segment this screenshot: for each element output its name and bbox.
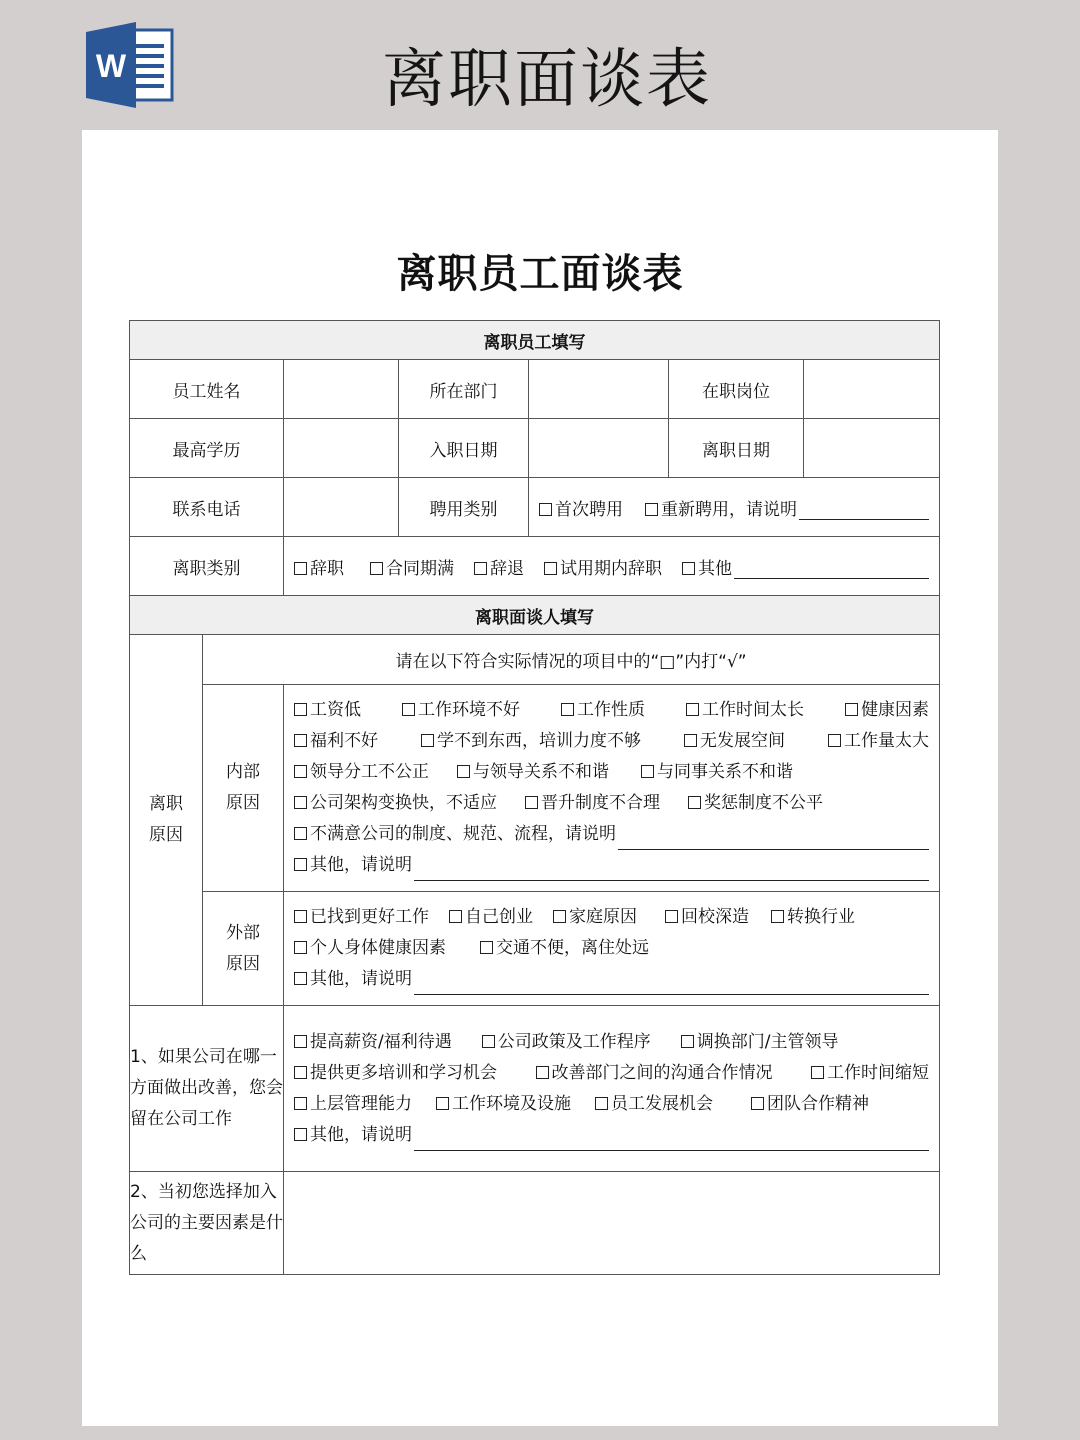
join-date-label: 入职日期: [399, 419, 529, 478]
checkbox[interactable]: [294, 1066, 307, 1079]
question-1-options: [284, 1006, 940, 1172]
checkbox[interactable]: [294, 1128, 307, 1141]
checkbox[interactable]: [294, 910, 307, 923]
leave-date-field[interactable]: [804, 419, 940, 478]
banner: [0, 0, 1080, 130]
checkbox[interactable]: [641, 765, 654, 778]
resignation-form-table: [129, 320, 940, 1275]
option[interactable]: 工作量太大: [828, 726, 929, 757]
checkbox[interactable]: [294, 941, 307, 954]
hire-explain-line[interactable]: [799, 505, 929, 520]
option[interactable]: 工作性质: [561, 695, 645, 726]
checkbox[interactable]: [294, 734, 307, 747]
checkbox[interactable]: [544, 562, 557, 575]
option[interactable]: 奖惩制度不公平: [688, 788, 823, 819]
question-2-answer[interactable]: [284, 1172, 940, 1275]
explain-line: [294, 964, 929, 995]
option[interactable]: 公司架构变换快，不适应: [294, 788, 497, 819]
checkbox[interactable]: [294, 703, 307, 716]
option[interactable]: 福利不好: [294, 726, 378, 757]
leave-option[interactable]: 辞职: [294, 554, 344, 579]
option[interactable]: 不满意公司的制度、规范、流程，请说明: [294, 819, 616, 850]
join-date-field[interactable]: [529, 419, 669, 478]
option[interactable]: 员工发展机会: [595, 1089, 713, 1120]
checkbox[interactable]: [645, 503, 658, 516]
option[interactable]: 与领导关系不和谐: [457, 757, 609, 788]
options-line: [294, 933, 929, 964]
option[interactable]: 与同事关系不和谐: [641, 757, 793, 788]
option[interactable]: 自己创业: [449, 902, 533, 933]
checkbox[interactable]: [294, 858, 307, 871]
external-reason-label: 外部 原因: [203, 892, 284, 1006]
options-line: [294, 726, 929, 757]
option[interactable]: 家庭原因: [553, 902, 637, 933]
position-label: 在职岗位: [669, 360, 804, 419]
option[interactable]: 调换部门/主管领导: [681, 1027, 839, 1058]
checkbox[interactable]: [771, 910, 784, 923]
question-1-label: 1、如果公司在哪一方面做出改善，您会留在公司工作: [130, 1006, 284, 1172]
option[interactable]: 公司政策及工作程序: [482, 1027, 651, 1058]
phone-field[interactable]: [284, 478, 399, 537]
leave-date-label: 离职日期: [669, 419, 804, 478]
option[interactable]: 领导分工不公正: [294, 757, 429, 788]
explain-underline[interactable]: [414, 866, 929, 881]
phone-label: 联系电话: [130, 478, 284, 537]
education-field[interactable]: [284, 419, 399, 478]
education-label: 最高学历: [130, 419, 284, 478]
checkbox[interactable]: [751, 1097, 764, 1110]
explain-underline[interactable]: [618, 835, 929, 850]
checkbox[interactable]: [682, 562, 695, 575]
option[interactable]: 晋升制度不合理: [525, 788, 660, 819]
checkbox[interactable]: [449, 910, 462, 923]
option[interactable]: 交通不便，离住处远: [480, 933, 649, 964]
svg-text:W: W: [95, 48, 127, 84]
checkbox[interactable]: [828, 734, 841, 747]
option[interactable]: 上层管理能力: [294, 1089, 412, 1120]
checkbox[interactable]: [686, 703, 699, 716]
hire-type-label: 聘用类别: [399, 478, 529, 537]
checkbox[interactable]: [688, 796, 701, 809]
options-line: [294, 788, 929, 819]
options-line: [294, 1058, 929, 1089]
explain-line: [294, 850, 929, 881]
checkbox[interactable]: [665, 910, 678, 923]
hire-type-options: [529, 478, 940, 537]
option[interactable]: 无发展空间: [684, 726, 785, 757]
checkbox[interactable]: [294, 827, 307, 840]
checkbox[interactable]: [370, 562, 383, 575]
option[interactable]: 工作环境不好: [402, 695, 520, 726]
option[interactable]: 其他，请说明: [294, 964, 412, 995]
option[interactable]: 个人身体健康因素: [294, 933, 446, 964]
position-field[interactable]: [804, 360, 940, 419]
leave-option[interactable]: 合同期满: [370, 554, 454, 579]
checkbox[interactable]: [294, 765, 307, 778]
reason-label: 离职 原因: [130, 635, 203, 1006]
options-line: [294, 695, 929, 726]
option[interactable]: 改善部门之间的沟通合作情况: [536, 1058, 773, 1089]
checkbox[interactable]: [536, 1066, 549, 1079]
document-page: [82, 130, 998, 1426]
option[interactable]: 团队合作精神: [751, 1089, 869, 1120]
checkbox[interactable]: [525, 796, 538, 809]
checkbox[interactable]: [811, 1066, 824, 1079]
option[interactable]: 工资低: [294, 695, 361, 726]
checkbox[interactable]: [595, 1097, 608, 1110]
option[interactable]: 提高薪资/福利待遇: [294, 1027, 452, 1058]
instruction-text: 请在以下符合实际情况的项目中的“□”内打“√”: [203, 635, 940, 685]
leave-type-options: [284, 537, 940, 596]
leave-option[interactable]: 辞退: [474, 554, 524, 579]
checkbox[interactable]: [684, 734, 697, 747]
option[interactable]: 回校深造: [665, 902, 749, 933]
leave-option[interactable]: 试用期内辞职: [544, 554, 662, 579]
checkbox[interactable]: [421, 734, 434, 747]
option[interactable]: 提供更多培训和学习机会: [294, 1058, 497, 1089]
checkbox[interactable]: [294, 562, 307, 575]
checkbox[interactable]: [539, 503, 552, 516]
explain-line: [294, 819, 929, 850]
option[interactable]: 健康因素: [845, 695, 929, 726]
options-line: [294, 1089, 929, 1120]
explain-underline[interactable]: [414, 980, 929, 995]
checkbox[interactable]: [480, 941, 493, 954]
checkbox[interactable]: [457, 765, 470, 778]
options-line: [294, 757, 929, 788]
option[interactable]: 转换行业: [771, 902, 855, 933]
question-2-label: 2、当初您选择加入公司的主要因素是什么: [130, 1172, 284, 1275]
option[interactable]: 其他，请说明: [294, 1120, 412, 1151]
hire-option-first[interactable]: 首次聘用: [539, 495, 623, 520]
section-interviewer-header: 离职面谈人填写: [130, 596, 940, 635]
internal-reason-options: [284, 685, 940, 892]
document-title: 离职员工面谈表: [396, 251, 684, 297]
checkbox[interactable]: [294, 1097, 307, 1110]
checkbox[interactable]: [681, 1035, 694, 1048]
banner-title: 离职面谈表: [382, 43, 712, 117]
section-employee-header: 离职员工填写: [130, 321, 940, 360]
checkbox[interactable]: [482, 1035, 495, 1048]
checkbox[interactable]: [294, 1035, 307, 1048]
external-reason-options: [284, 892, 940, 1006]
leave-option[interactable]: 其他: [682, 554, 732, 579]
internal-reason-label: 内部 原因: [203, 685, 284, 892]
option[interactable]: 已找到更好工作: [294, 902, 429, 933]
checkbox[interactable]: [474, 562, 487, 575]
checkbox[interactable]: [294, 796, 307, 809]
explain-underline[interactable]: [414, 1136, 929, 1151]
checkbox[interactable]: [561, 703, 574, 716]
dept-label: 所在部门: [399, 360, 529, 419]
checkbox[interactable]: [294, 972, 307, 985]
options-line: [294, 902, 929, 933]
dept-field[interactable]: [529, 360, 669, 419]
option[interactable]: 工作环境及设施: [436, 1089, 571, 1120]
checkbox[interactable]: [845, 703, 858, 716]
checkbox[interactable]: [402, 703, 415, 716]
option[interactable]: 学不到东西，培训力度不够: [421, 726, 641, 757]
options-line: [294, 1027, 929, 1058]
explain-line: [294, 1120, 929, 1151]
name-field[interactable]: [284, 360, 399, 419]
leave-type-label: 离职类别: [130, 537, 284, 596]
leave-other-line[interactable]: [734, 564, 929, 579]
name-label: 员工姓名: [130, 360, 284, 419]
checkbox[interactable]: [553, 910, 566, 923]
hire-option-rehire[interactable]: 重新聘用，请说明: [645, 495, 797, 520]
option[interactable]: 工作时间缩短: [811, 1058, 929, 1089]
option[interactable]: 其他，请说明: [294, 850, 412, 881]
option[interactable]: 工作时间太长: [686, 695, 804, 726]
checkbox[interactable]: [436, 1097, 449, 1110]
